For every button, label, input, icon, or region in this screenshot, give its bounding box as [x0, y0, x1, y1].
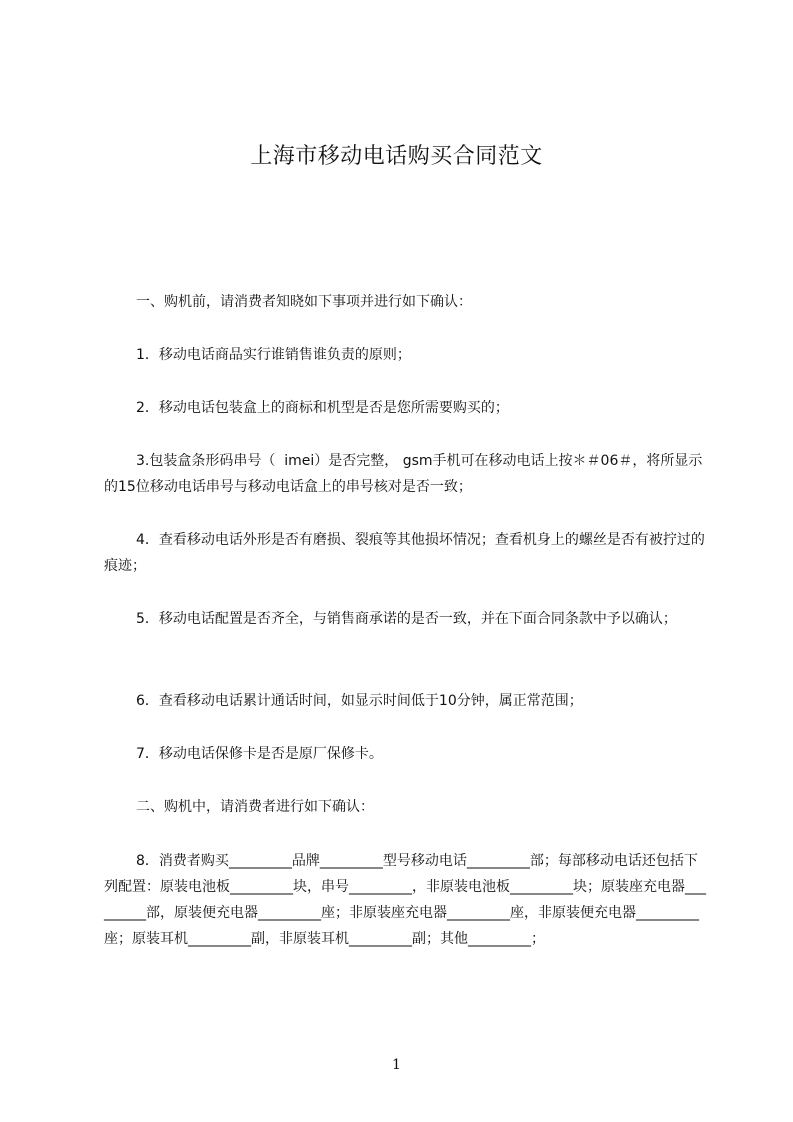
paragraph-item-4: 4．查看移动电话外形是否有磨损、裂痕等其他损坏情况；查看机身上的螺丝是否有被拧过的痕迹； [104, 532, 705, 574]
paragraph-item-6: 6．查看移动电话累计通话时间，如显示时间低于10分钟，属正常范围； [136, 693, 583, 709]
section-heading-during-purchase: 二、购机中，请消费者进行如下确认： [136, 799, 374, 815]
paragraph-item-2: 2．移动电话包装盒上的商标和机型是否是您所需要购买的； [136, 400, 509, 416]
document-title: 上海市移动电话购买合同范文 [250, 144, 543, 169]
paragraph-item-3: 3.包装盒条形码串号（ imei）是否完整， gsm手机可在移动电话上按＊＃06＃，将所显示的15位移动电话串号与移动电话盒上的串号核对是否一致； [104, 453, 703, 495]
section-heading-before-purchase: 一、购机前，请消费者知晓如下事项并进行如下确认： [136, 294, 472, 310]
paragraph-item-1: 1．移动电话商品实行谁销售谁负责的原则； [136, 347, 411, 363]
page-number: 1 [392, 1057, 401, 1073]
paragraph-item-7: 7．移动电话保修卡是否是原厂保修卡。 [136, 746, 383, 762]
paragraph-item-8-purchase-config: 8．消费者购买_________品牌_________型号移动电话_________部；每部移动电话还包括下列配置：原装电池板_________块，串号_________，非原装电池板_________块；原装座充电器_________部，原装便充电器_________座；非原装座充电器_________座，非原装便充电器_________座；原装耳机_________副，非原装耳机_________副；其他_________； [104, 853, 706, 947]
paragraph-item-5: 5．移动电话配置是否齐全，与销售商承诺的是否一致，并在下面合同条款中予以确认； [136, 611, 677, 627]
